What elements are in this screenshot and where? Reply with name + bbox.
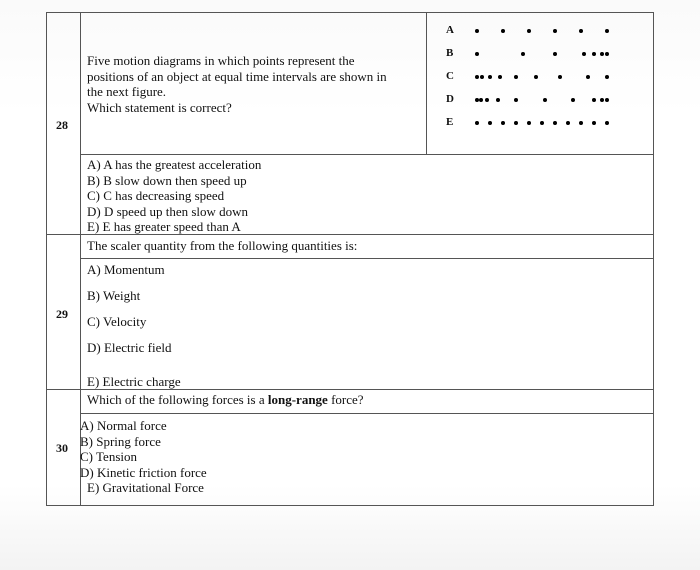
motion-dot-e [566,121,570,125]
motion-dot-d [571,98,575,102]
motion-dot-d [543,98,547,102]
motion-dot-c [475,75,479,79]
motion-row-label-c: C [446,70,454,82]
question-29-option[interactable]: C) Velocity [87,314,147,329]
option[interactable]: B) Spring force [80,433,161,449]
motion-dot-e [553,121,557,125]
question-28-stem-line: the next figure. [87,84,167,99]
option[interactable]: E) E has greater speed than A [87,219,241,234]
option[interactable]: E) Gravitational Force [87,480,204,495]
option[interactable]: A) A has the greatest acceleration [87,157,262,172]
motion-dot-b [600,52,604,56]
motion-dot-c [534,75,538,79]
motion-dot-a [605,29,609,33]
motion-dot-e [527,121,531,125]
motion-dot-e [501,121,505,125]
question-28-stem-line: positions of an object at equal time intervals are shown in [87,68,387,84]
question-29-option[interactable]: D) Electric field [87,340,172,355]
motion-dot-a [527,29,531,33]
option[interactable]: C) C has decreasing speed [87,188,225,203]
motion-dot-e [592,121,596,125]
motion-dot-b [475,52,479,56]
motion-dot-b [592,52,596,56]
motion-dot-d [485,98,489,102]
motion-dot-d [600,98,604,102]
figure-column-divider [426,12,427,154]
question-28-options [87,157,261,235]
q30-stem-divider [80,413,654,414]
q29-stem-divider [80,258,654,259]
motion-dot-c [605,75,609,79]
motion-dot-c [480,75,484,79]
question-30-stem [87,392,364,408]
motion-dot-d [592,98,596,102]
motion-dot-d [514,98,518,102]
motion-dot-a [501,29,505,33]
motion-dot-c [586,75,590,79]
option[interactable]: D) D speed up then slow down [87,203,249,219]
motion-row-label-e: E [446,116,454,128]
question-29-option[interactable]: A) Momentum [87,262,165,277]
question-30-options [80,418,207,496]
motion-dot-a [579,29,583,33]
motion-dot-d [605,98,609,102]
motion-row-label-d: D [446,93,454,105]
question-30-stem-emphasis: long-range [267,392,328,407]
motion-dot-b [605,52,609,56]
question-number-28: 28 [56,118,68,132]
motion-dot-b [521,52,525,56]
motion-dot-a [475,29,479,33]
motion-dot-e [579,121,583,125]
motion-dot-c [514,75,518,79]
motion-row-label-b: B [446,47,454,59]
motion-dot-c [488,75,492,79]
motion-dot-e [488,121,492,125]
q28-stem-divider [80,154,654,155]
motion-dot-a [553,29,557,33]
question-28-stem-line: Which statement is correct? [87,99,232,115]
question-28-stem-line: Five motion diagrams in which points represent the [87,53,355,68]
motion-dot-e [514,121,518,125]
question-number-29: 29 [56,307,68,321]
option[interactable]: C) Tension [80,449,137,464]
motion-diagram-figure [430,22,630,137]
question-28-stem [87,53,387,115]
motion-dot-e [540,121,544,125]
question-29-option[interactable]: B) Weight [87,288,141,303]
question-29-stem: The scaler quantity from the following quantities is: [87,238,358,253]
question-number-30: 30 [56,441,68,455]
motion-dot-e [475,121,479,125]
option[interactable]: B) B slow down then speed up [87,172,247,188]
motion-row-label-a: A [446,24,454,36]
motion-dot-b [553,52,557,56]
question-30-stem-prefix: Which of the following forces is a [87,392,268,407]
question-30-stem-suffix: force? [327,392,364,407]
motion-dot-b [582,52,586,56]
motion-dot-c [558,75,562,79]
motion-dot-c [498,75,502,79]
motion-dot-d [496,98,500,102]
option[interactable]: A) Normal force [80,418,167,433]
question-29-option[interactable]: E) Electric charge [87,374,181,389]
motion-dot-e [605,121,609,125]
motion-dot-d [479,98,483,102]
option[interactable]: D) Kinetic friction force [80,464,207,480]
